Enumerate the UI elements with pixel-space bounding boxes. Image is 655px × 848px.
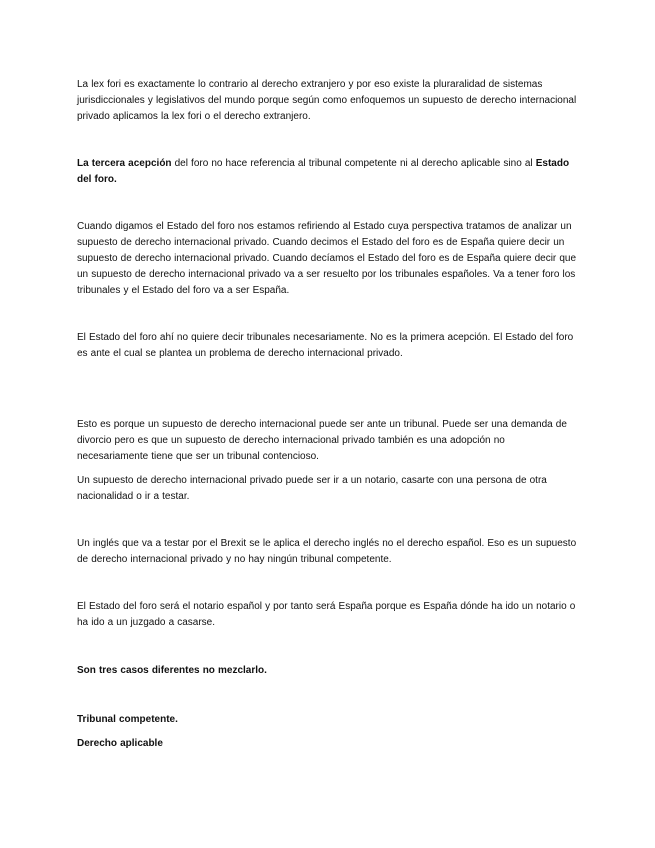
paragraph-notario-espanol: El Estado del foro será el notario español y por tanto será España porque es España dónde ha ido un notario o ha ido a un juzgado a casarse. <box>77 601 576 628</box>
paragraph-lex-fori: La lex fori es exactamente lo contrario al derecho extranjero y por eso existe la pluraralidad de sistemas jurisdiccionales y legislativos del mundo porque según como enfoquemos un supuesto de derecho internacional privado aplicamos la lex fori o el derecho extranjero. <box>77 79 577 122</box>
paragraph-no-tribunales: El Estado del foro ahí no quiere decir tribunales necesariamente. No es la primera acepción. El Estado del foro es ante el cual se plantea un problema de derecho internacional privado. <box>77 332 574 359</box>
heading-derecho-aplicable: Derecho aplicable <box>77 738 163 749</box>
paragraph-tres-casos: Son tres casos diferentes no mezclarlo. <box>77 665 267 676</box>
bold-text-tercera-acepcion: La tercera acepción <box>77 158 172 169</box>
paragraph-ingles-brexit: Un inglés que va a testar por el Brexit se le aplica el derecho inglés no el derecho español. Eso es un supuesto de derecho internacional privado y no hay ningún tribunal competente. <box>77 538 577 565</box>
paragraph-estado-del-foro-definicion: Cuando digamos el Estado del foro nos estamos refiriendo al Estado cuya perspectiva tratamos de analizar un supuesto de derecho internacional privado. Cuando decimos el Estado del foro es de España quiere decir un supuesto de derecho internacional privado. Cuando decíamos el Estado del foro es de España quiere decir que un supuesto de derecho internacional privado va a ser resuelto por los tribunales españoles. Va a tener foro los tribunales y el Estado del foro va a ser España. <box>77 221 577 296</box>
paragraph-ante-tribunal: Esto es porque un supuesto de derecho internacional puede ser ante un tribunal. Puede ser una demanda de divorcio pero es que un supuesto de derecho internacional privado también es una adopción no necesariamente tiene que ser un tribunal contencioso. <box>77 419 567 462</box>
heading-tribunal-competente: Tribunal competente. <box>77 714 178 725</box>
bold-text-estado-del-foro: Estado del foro. <box>77 158 570 185</box>
paragraph-tercera-acepcion <box>77 156 577 188</box>
paragraph-text: del foro no hace referencia al tribunal competente ni al derecho aplicable sino al <box>171 158 536 169</box>
paragraph-notario: Un supuesto de derecho internacional privado puede ser ir a un notario, casarte con una persona de otra nacionalidad o ir a testar. <box>77 475 547 502</box>
